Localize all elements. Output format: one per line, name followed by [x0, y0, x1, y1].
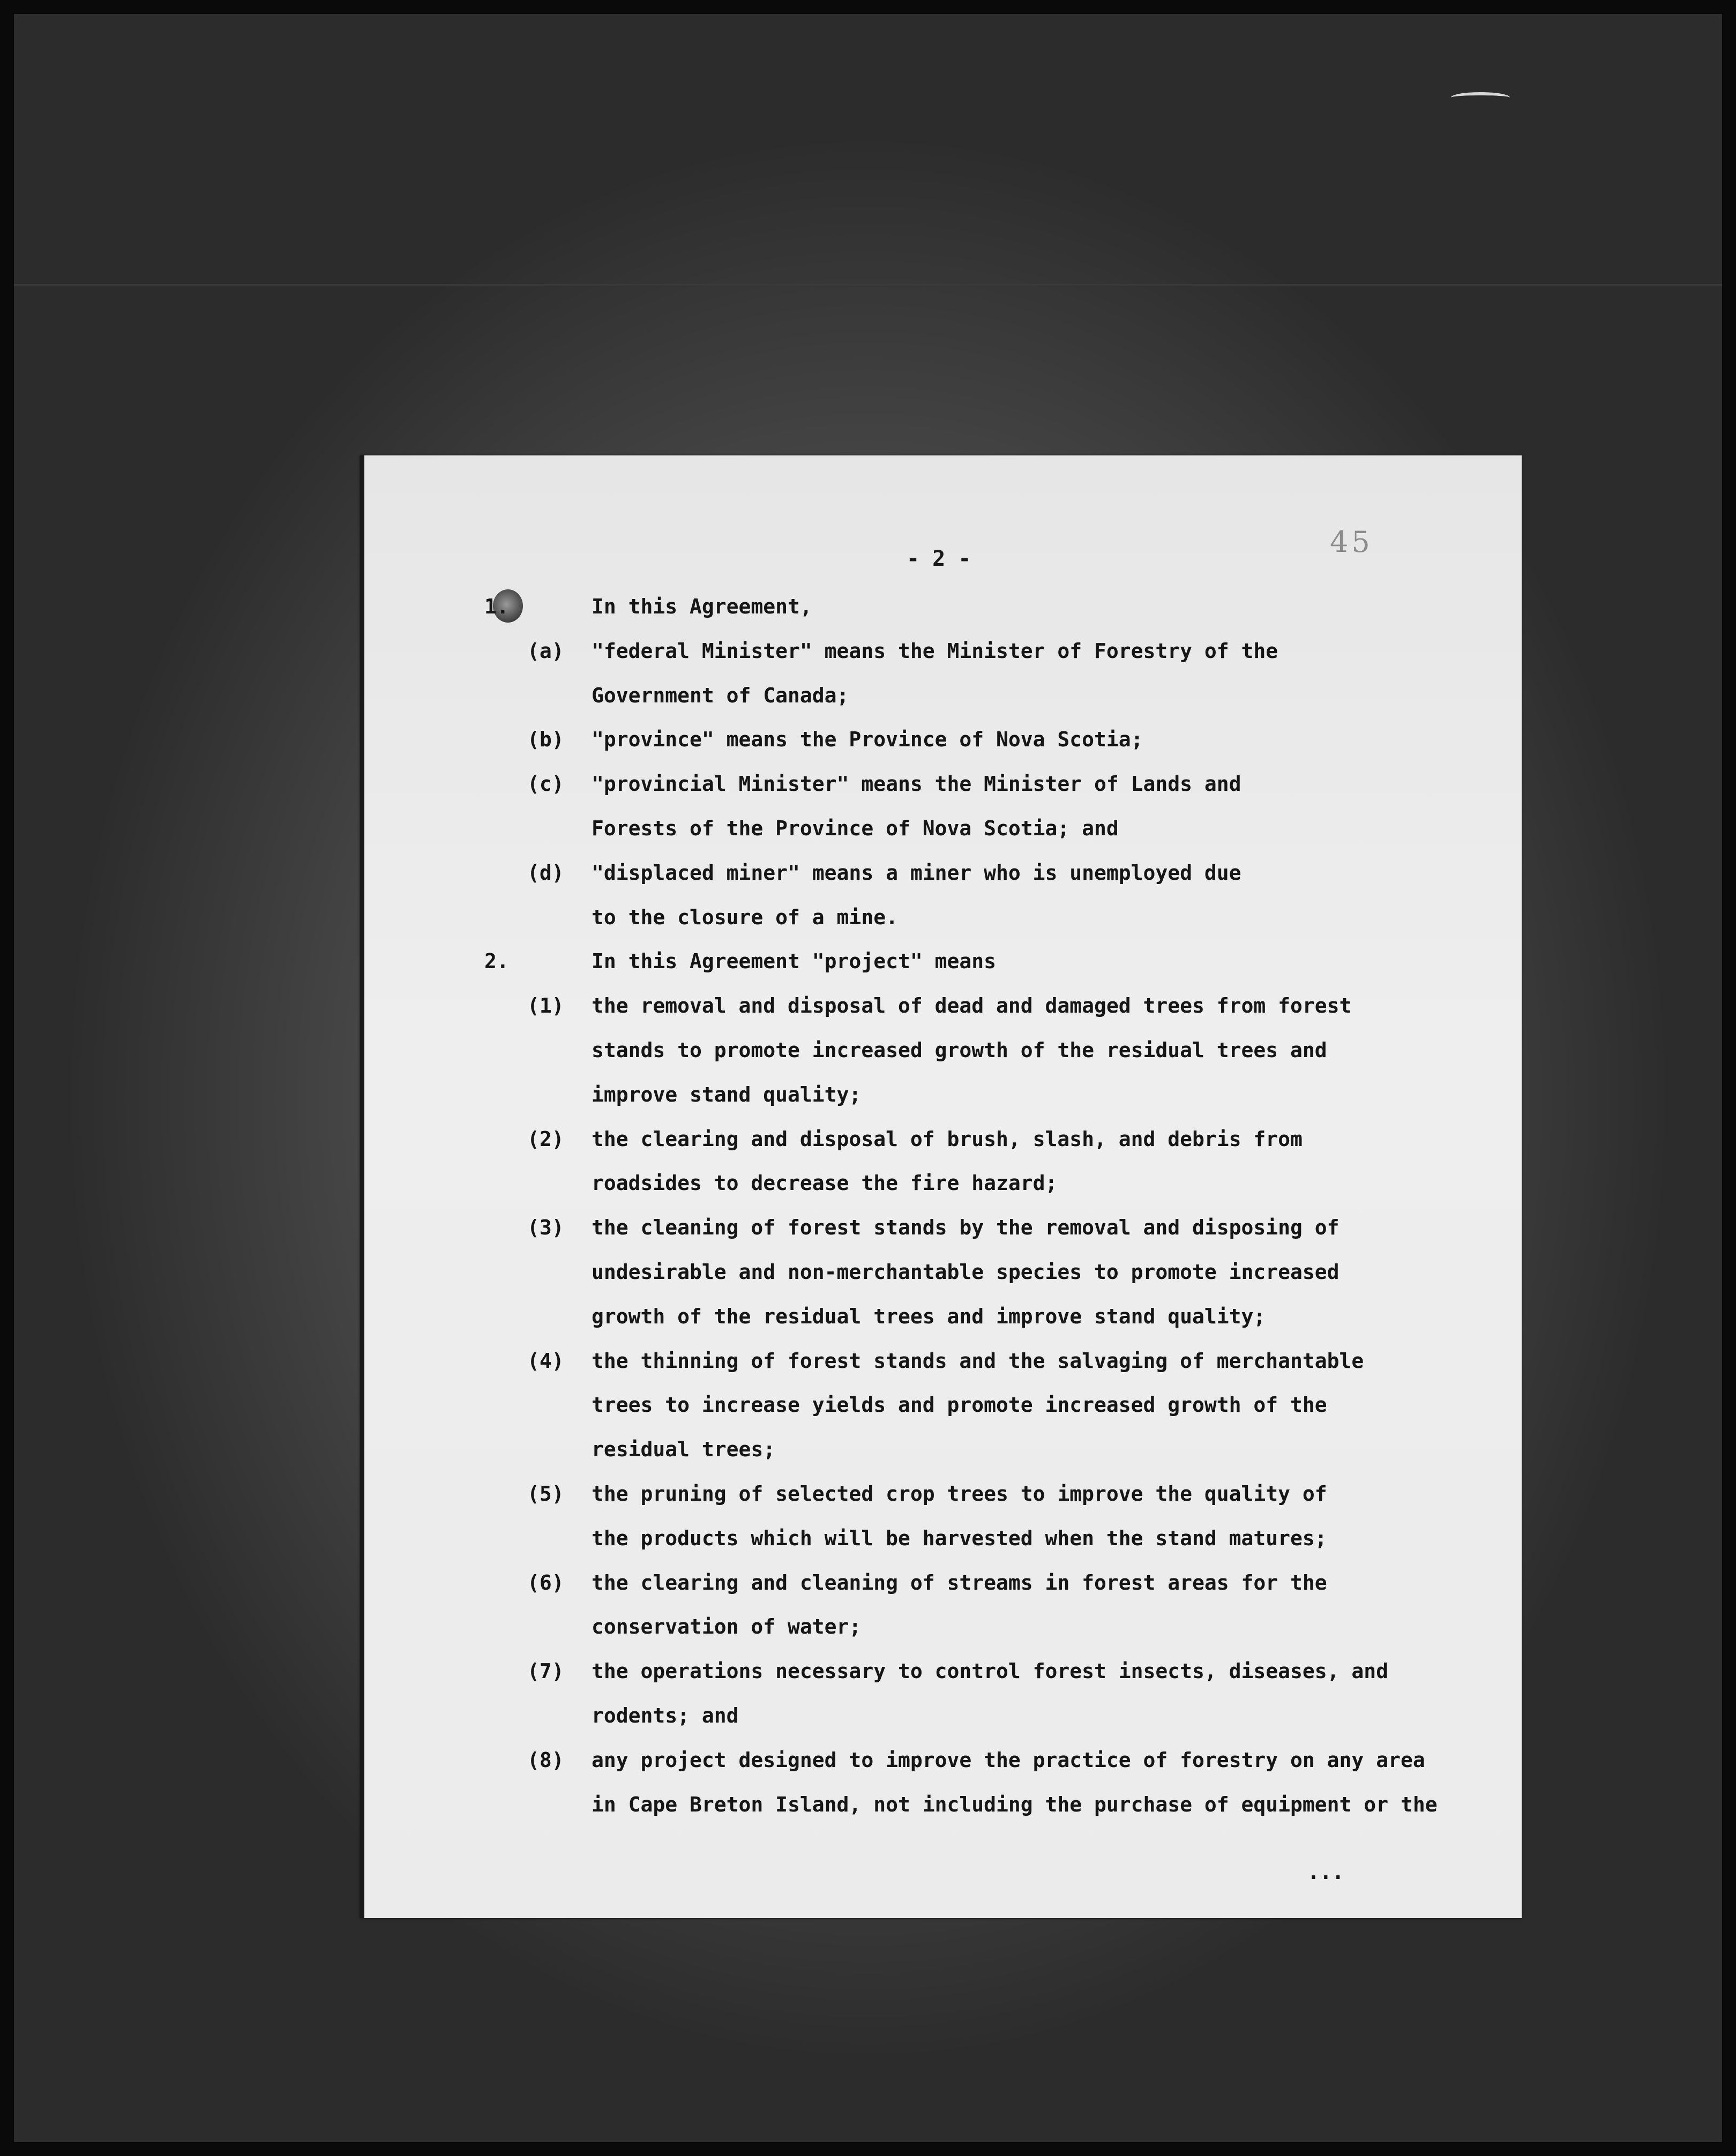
clause-label: (4): [527, 1349, 564, 1373]
text-line: the thinning of forest stands and the salvaging of merchantable: [592, 1349, 1364, 1373]
text-line: undesirable and non-merchantable species to promote increased: [592, 1260, 1340, 1284]
text-line: In this Agreement,: [592, 595, 812, 618]
text-line: the cleaning of forest stands by the removal and disposing of: [592, 1216, 1340, 1239]
clause-label: (1): [527, 994, 564, 1017]
clause-label: (2): [527, 1127, 564, 1151]
clause-label: (d): [527, 861, 564, 885]
text-line: to the closure of a mine.: [592, 905, 898, 929]
text-line: the removal and disposal of dead and damaged trees from forest: [592, 994, 1352, 1017]
text-line: conservation of water;: [592, 1615, 862, 1638]
text-line: "provincial Minister" means the Minister of Lands and: [592, 772, 1241, 796]
document-page: [360, 455, 1522, 1918]
text-line: growth of the residual trees and improve stand quality;: [592, 1305, 1266, 1328]
clause-label: (b): [527, 728, 564, 751]
text-line: Forests of the Province of Nova Scotia; and: [592, 817, 1119, 840]
text-line: roadsides to decrease the fire hazard;: [592, 1171, 1058, 1195]
text-line: trees to increase yields and promote increased growth of the: [592, 1393, 1327, 1417]
clause-label: (a): [527, 639, 564, 663]
text-line: the products which will be harvested when the stand matures;: [592, 1526, 1327, 1550]
clause-label: (3): [527, 1216, 564, 1239]
folio-number: 45: [1330, 525, 1373, 559]
film-scratch-mark: [1451, 92, 1510, 103]
section-number: 2.: [484, 949, 509, 973]
text-line: the clearing and cleaning of streams in forest areas for the: [592, 1571, 1327, 1594]
text-line: "federal Minister" means the Minister of Forestry of the: [592, 639, 1278, 663]
page-number: - 2 -: [907, 547, 971, 571]
clause-label: (5): [527, 1482, 564, 1506]
text-line: the pruning of selected crop trees to improve the quality of: [592, 1482, 1327, 1506]
clause-label: (8): [527, 1748, 564, 1772]
page-edge-shadow: [360, 455, 364, 1918]
clause-label: (7): [527, 1659, 564, 1683]
text-line: improve stand quality;: [592, 1083, 862, 1106]
clause-label: (6): [527, 1571, 564, 1594]
text-line: "displaced miner" means a miner who is unemployed due: [592, 861, 1241, 885]
continuation-mark: ...: [1307, 1860, 1344, 1884]
text-line: any project designed to improve the practice of forestry on any area: [592, 1748, 1425, 1772]
text-line: rodents; and: [592, 1704, 739, 1727]
text-line: in Cape Breton Island, not including the purchase of equipment or the: [592, 1793, 1438, 1816]
section-number: 1.: [484, 595, 509, 618]
text-line: residual trees;: [592, 1438, 776, 1461]
text-line: Government of Canada;: [592, 684, 849, 707]
text-line: the operations necessary to control forest insects, diseases, and: [592, 1659, 1389, 1683]
text-line: "province" means the Province of Nova Scotia;: [592, 728, 1143, 751]
clause-label: (c): [527, 772, 564, 796]
text-line: stands to promote increased growth of the residual trees and: [592, 1038, 1327, 1062]
text-line: In this Agreement "project" means: [592, 949, 996, 973]
text-line: the clearing and disposal of brush, slash, and debris from: [592, 1127, 1303, 1151]
